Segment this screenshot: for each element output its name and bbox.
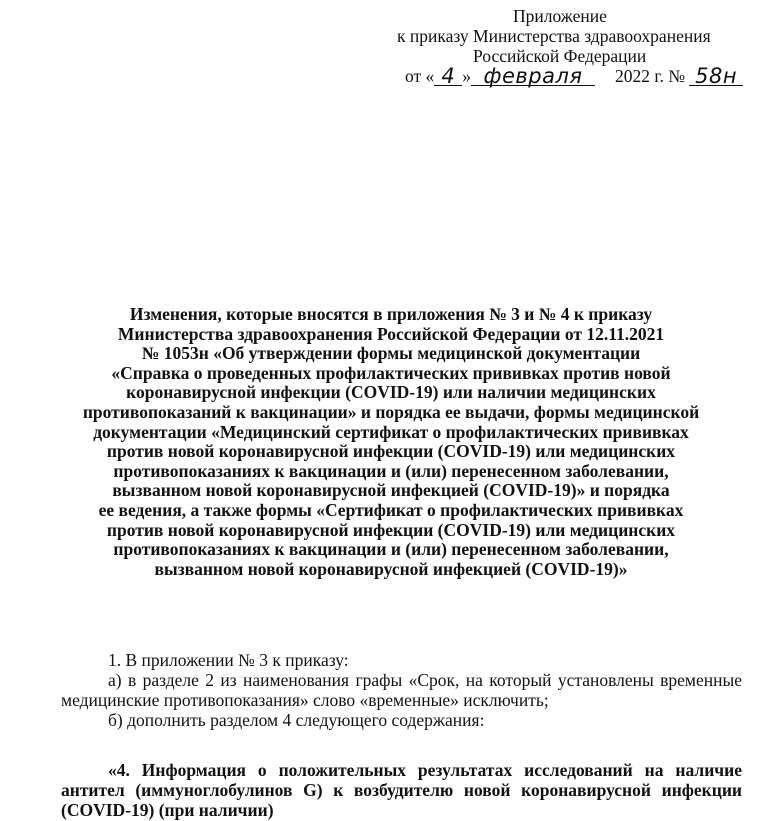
year-number-label: 2022 г. № (615, 66, 686, 86)
title-line: ее ведения, а также формы «Сертификат о профилактических прививках (98, 499, 684, 520)
title-line: против новой коронавирусной инфекции (COVID-19) или медицинских (106, 519, 676, 540)
appendix-label: Приложение (513, 6, 607, 26)
title-line: документации «Медицинский сертификат о профилактических прививках (93, 421, 689, 442)
handwritten-month: февраля (483, 64, 583, 88)
handwritten-number: 58н (695, 64, 738, 88)
document-title (40, 305, 742, 579)
title-line: № 1053н «Об утверждении формы медицинской документации (141, 343, 641, 364)
order-date-line (405, 66, 743, 86)
order-reference: к приказу Министерства здравоохранения (397, 26, 711, 46)
item-1a: а) в разделе 2 из наименования графы «Срок, на который установлены временные медицинские противопоказания» слово «временные» исключить; (61, 670, 742, 710)
title-line: противопоказаниях к вакцинации и (или) перенесенном заболевании, (113, 460, 669, 481)
title-line: вызванном новой коронавирусной инфекцией (COVID-19)» и порядка (112, 480, 670, 501)
amendments-body (61, 650, 742, 730)
title-line: коронавирусной инфекции (COVID-19) или наличии медицинских (126, 382, 656, 403)
handwritten-day: 4 (441, 64, 456, 88)
title-line: противопоказаний к вакцинации» и порядка ее выдачи, формы медицинской (82, 401, 700, 422)
item-1b: б) дополнить разделом 4 следующего содержания: (108, 710, 485, 730)
title-line: Изменения, которые вносятся в приложения № 3 и № 4 к приказу (129, 304, 653, 324)
item-1: 1. В приложении № 3 к приказу: (108, 650, 349, 670)
section-4-heading: «4. Информация о положительных результатах исследований на наличие антител (иммуноглобулинов G) к возбудителю новой коронавирусной инфекции (COVID-19) (при наличии) (61, 760, 742, 820)
title-line: вызванном новой коронавирусной инфекцией (COVID-19)» (154, 558, 628, 579)
title-line: Министерства здравоохранения Российской Федерации от 12.11.2021 (117, 323, 665, 344)
month-field (471, 66, 595, 86)
title-line: против новой коронавирусной инфекции (COVID-19) или медицинских (106, 441, 676, 462)
date-prefix: от « (405, 66, 435, 86)
day-field (434, 66, 462, 86)
federation-name: Российской Федерации (473, 46, 647, 66)
date-mid: » (462, 66, 472, 86)
title-line: противопоказаниях к вакцинации и (или) перенесенном заболевании, (113, 539, 669, 560)
title-line: «Справка о проведенных профилактических прививках против новой (111, 362, 671, 383)
number-field (689, 66, 743, 86)
